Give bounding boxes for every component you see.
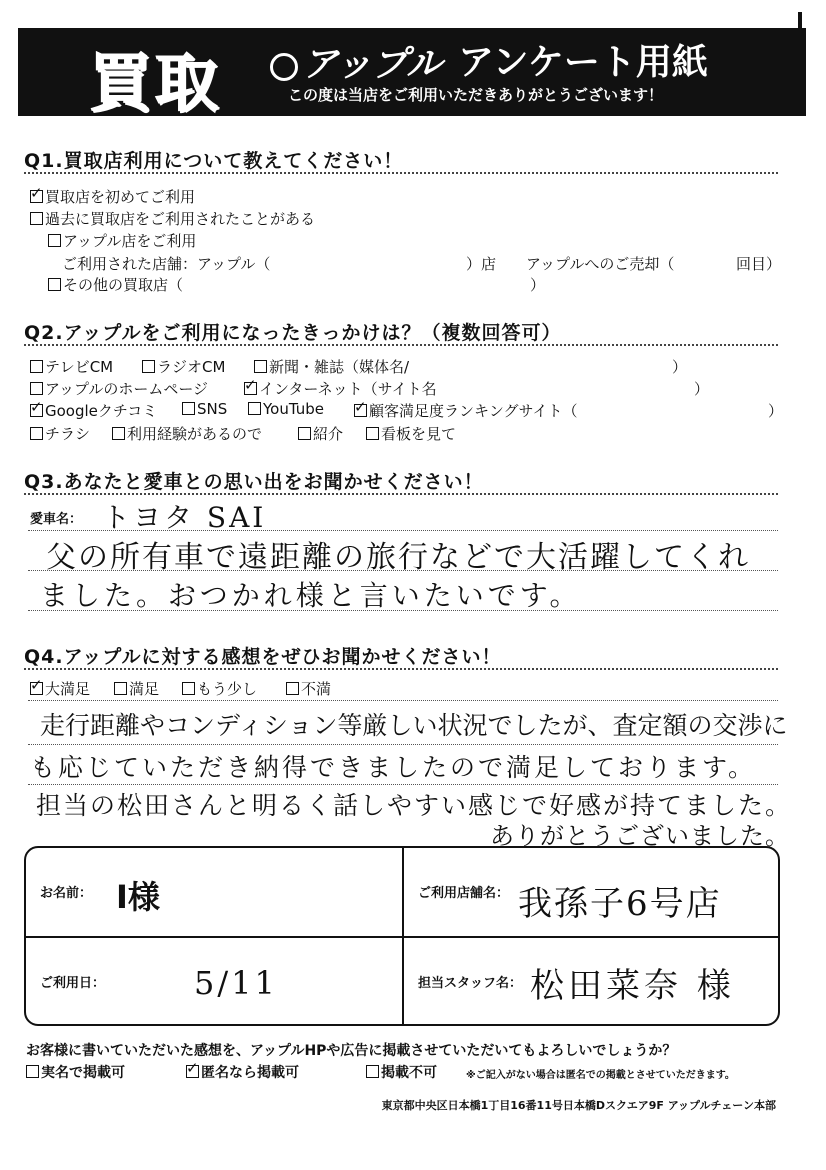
name-label: お名前： bbox=[40, 886, 93, 901]
q1-heading: Q1.買取店利用について教えてください！ bbox=[24, 150, 404, 172]
option-label: 大満足 bbox=[45, 680, 91, 698]
option-label: テレビCM bbox=[45, 358, 114, 376]
q4-option-unsatisfied[interactable] bbox=[286, 678, 331, 699]
q4-option-so-so[interactable] bbox=[182, 678, 257, 699]
q2-option-flyer[interactable] bbox=[30, 423, 90, 444]
q1-other-suffix: ） bbox=[530, 276, 546, 294]
form-title: アンケート用紙 bbox=[458, 42, 708, 83]
checkbox-checked[interactable] bbox=[30, 682, 43, 695]
checkbox[interactable] bbox=[30, 427, 43, 440]
option-label: もう少し bbox=[197, 680, 258, 698]
option-label: チラシ bbox=[45, 425, 91, 443]
car-name-label: 愛車名： bbox=[30, 512, 83, 527]
option-label: アップルのホームページ bbox=[45, 380, 209, 398]
checkbox-checked[interactable] bbox=[244, 382, 257, 395]
q4-ruled-line bbox=[28, 700, 778, 701]
option-label: アップル店をご利用 bbox=[63, 232, 197, 250]
option-label: YouTube bbox=[263, 400, 324, 418]
q1-store-line bbox=[62, 253, 270, 274]
q2-heading: Q2.アップルをご利用になったきっかけは？（複数回答可） bbox=[24, 322, 562, 344]
q4-line-4: ありがとうございました。 bbox=[490, 822, 790, 850]
corner-mark bbox=[798, 12, 802, 34]
q1-option-apple[interactable] bbox=[48, 230, 196, 251]
q2-option-radio[interactable] bbox=[142, 356, 225, 377]
checkbox[interactable] bbox=[142, 360, 155, 373]
apple-logo bbox=[270, 36, 442, 87]
option-label: 掲載不可 bbox=[381, 1065, 437, 1081]
store-label: ご利用された店舗：アップル（ bbox=[62, 255, 271, 273]
consent-option-anonymous[interactable] bbox=[186, 1062, 299, 1082]
q1-option-returning[interactable] bbox=[30, 208, 315, 229]
card-divider-horizontal bbox=[26, 936, 778, 938]
q2-option-google[interactable] bbox=[30, 400, 157, 421]
q2-divider bbox=[24, 344, 778, 346]
checkbox[interactable] bbox=[26, 1065, 39, 1078]
q2-row3-close: ） bbox=[768, 402, 784, 420]
store-value: 我孫子6号店 bbox=[518, 884, 722, 924]
name-value: I様 bbox=[116, 878, 160, 916]
consent-option-real-name[interactable] bbox=[26, 1062, 125, 1082]
q1-sale-count-suffix: 回目） bbox=[736, 255, 782, 273]
q3-heading: Q3.あなたと愛車との思い出をお聞かせください！ bbox=[24, 471, 484, 493]
checkbox[interactable] bbox=[298, 427, 311, 440]
checkbox-checked[interactable] bbox=[30, 190, 43, 203]
option-label: Googleクチコミ bbox=[45, 402, 158, 420]
kaitori-logo: 買取 bbox=[88, 47, 220, 121]
option-label: 匿名なら掲載可 bbox=[201, 1065, 299, 1081]
q2-option-newspaper[interactable] bbox=[254, 356, 409, 377]
car-name-value: トヨタ SAI bbox=[102, 501, 267, 534]
q1-option-other[interactable] bbox=[48, 274, 183, 295]
q2-option-youtube[interactable] bbox=[248, 400, 324, 418]
consent-option-no[interactable] bbox=[366, 1062, 437, 1082]
checkbox[interactable] bbox=[182, 402, 195, 415]
store-label: ご利用店舗名： bbox=[418, 886, 510, 901]
q3-ruled-line bbox=[28, 570, 778, 571]
q2-option-signboard[interactable] bbox=[366, 423, 456, 444]
q4-ruled-line bbox=[28, 744, 778, 745]
checkbox[interactable] bbox=[30, 212, 43, 225]
option-label: 買取店を初めてご利用 bbox=[45, 188, 196, 206]
q3-divider bbox=[24, 493, 778, 495]
q3-ruled-line bbox=[28, 610, 778, 611]
checkbox[interactable] bbox=[48, 278, 61, 291]
form-subtitle: この度は当店をご利用いただきありがとうございます！ bbox=[288, 86, 664, 104]
date-label: ご利用日： bbox=[40, 976, 106, 991]
consent-question: お客様に書いていただいた感想を、アップルHPや広告に掲載させていただいてもよろしいでしょうか？ bbox=[26, 1043, 677, 1059]
q2-option-internet[interactable] bbox=[244, 378, 437, 399]
q2-row1-close: ） bbox=[672, 358, 688, 376]
option-label: 新聞・雑誌（媒体名/ bbox=[269, 358, 410, 376]
option-label: 顧客満足度ランキングサイト（ bbox=[369, 402, 578, 420]
q4-line-3: 担当の松田さんと明るく話しやすい感じで好感が持てました。 bbox=[36, 791, 793, 820]
checkbox-checked[interactable] bbox=[186, 1065, 199, 1078]
checkbox[interactable] bbox=[48, 234, 61, 247]
q4-ruled-line bbox=[28, 784, 778, 785]
option-label: 実名で掲載可 bbox=[41, 1065, 125, 1081]
checkbox[interactable] bbox=[30, 382, 43, 395]
q2-option-ranking[interactable] bbox=[354, 400, 578, 421]
option-label: SNS bbox=[197, 400, 228, 418]
q3-ruled-line bbox=[28, 530, 778, 531]
q2-option-tv[interactable] bbox=[30, 356, 113, 377]
option-label: 満足 bbox=[129, 680, 160, 698]
option-label: 不満 bbox=[301, 680, 332, 698]
q2-row2-close: ） bbox=[694, 380, 710, 398]
checkbox[interactable] bbox=[112, 427, 125, 440]
option-label: 看板を見て bbox=[381, 425, 457, 443]
q4-line-2: も応じていただき納得できましたので満足しております。 bbox=[30, 753, 757, 782]
checkbox[interactable] bbox=[182, 682, 195, 695]
customer-info-card bbox=[24, 846, 780, 1026]
checkbox[interactable] bbox=[366, 1065, 379, 1078]
q2-option-experience[interactable] bbox=[112, 423, 262, 444]
checkbox[interactable] bbox=[248, 402, 261, 415]
company-address: 東京都中央区日本橋1丁目16番11号日本橋Dスクエア9F アップルチェーン本部 bbox=[381, 1099, 776, 1112]
option-label: ラジオCM bbox=[157, 358, 226, 376]
q2-option-sns[interactable] bbox=[182, 400, 227, 418]
q4-option-very-satisfied[interactable] bbox=[30, 678, 90, 699]
q4-line-1: 走行距離やコンディション等厳しい状況でしたが、査定額の交渉に bbox=[40, 711, 788, 740]
checkbox[interactable] bbox=[30, 360, 43, 373]
option-label: 利用経験があるので bbox=[127, 425, 263, 443]
staff-label: 担当スタッフ名： bbox=[418, 976, 523, 991]
date-value: 5/11 bbox=[194, 964, 278, 1002]
q4-divider bbox=[24, 668, 778, 670]
apple-mark-icon bbox=[270, 53, 298, 81]
option-label: 過去に買取店をご利用されたことがある bbox=[45, 210, 316, 228]
q1-store-suffix: ）店 bbox=[466, 255, 497, 273]
consent-note: ※ご記入がない場合は匿名での掲載とさせていただきます。 bbox=[466, 1070, 735, 1081]
q2-option-homepage[interactable] bbox=[30, 378, 208, 399]
option-label: インターネット（サイト名 bbox=[259, 380, 437, 398]
q4-heading: Q4.アップルに対する感想をぜひお聞かせください！ bbox=[24, 646, 502, 668]
q3-line-2: ました。おつかれ様と言いたいです。 bbox=[40, 579, 582, 612]
checkbox[interactable] bbox=[114, 682, 127, 695]
q3-line-1: 父の所有車で遠距離の旅行などで大活躍してくれ bbox=[46, 540, 750, 575]
apple-logo-text: アップル bbox=[302, 43, 443, 85]
option-label: 紹介 bbox=[313, 425, 344, 443]
staff-value: 松田菜奈 様 bbox=[530, 966, 735, 1006]
checkbox-checked[interactable] bbox=[30, 404, 43, 417]
checkbox-checked[interactable] bbox=[354, 404, 367, 417]
header-banner bbox=[18, 28, 806, 121]
q1-sale-count-label: アップルへのご売却（ bbox=[526, 255, 675, 273]
checkbox[interactable] bbox=[366, 427, 379, 440]
q1-divider bbox=[24, 172, 778, 174]
q2-option-referral[interactable] bbox=[298, 423, 343, 444]
q4-option-satisfied[interactable] bbox=[114, 678, 159, 699]
option-label: その他の買取店（ bbox=[63, 276, 184, 294]
checkbox[interactable] bbox=[286, 682, 299, 695]
q1-option-first-time[interactable] bbox=[30, 186, 195, 207]
checkbox[interactable] bbox=[254, 360, 267, 373]
